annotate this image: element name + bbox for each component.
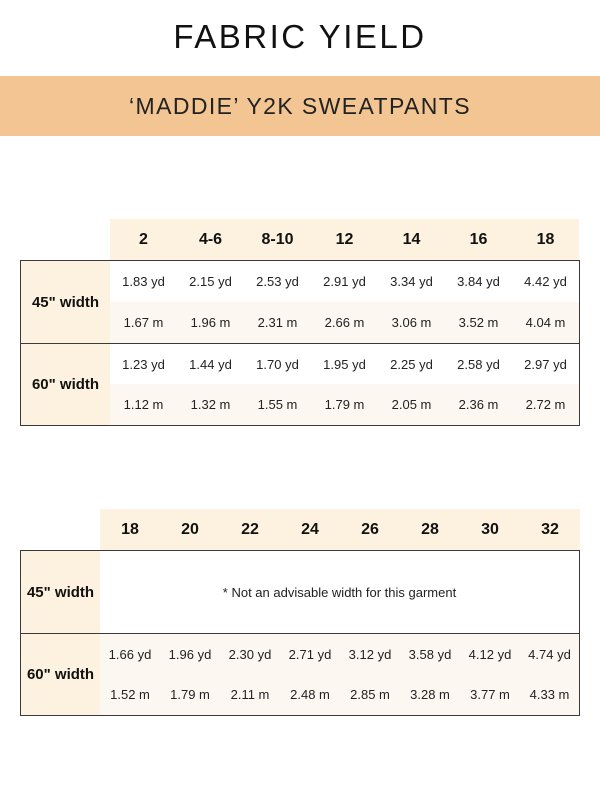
- table-row-m: [100, 674, 579, 715]
- yield-value: 2.72 m: [525, 397, 566, 412]
- yield-value: 2.97 yd: [524, 356, 567, 372]
- width-label-60: 60" width: [21, 344, 110, 425]
- page-title: FABRIC YIELD: [173, 18, 427, 55]
- yield-value: 1.66 yd: [108, 646, 152, 662]
- yield-value: 1.12 m: [123, 397, 164, 412]
- yield-value: 2.05 m: [391, 397, 432, 412]
- yield-value: 1.67 m: [123, 315, 164, 330]
- yield-value: 2.91 yd: [323, 274, 366, 289]
- size-header: 12: [335, 230, 354, 248]
- size-header: 32: [541, 520, 559, 538]
- yield-value: 3.52 m: [458, 315, 499, 330]
- size-header: 16: [469, 230, 488, 248]
- yield-value: 3.28 m: [410, 687, 450, 702]
- pattern-name: ‘MADDIE’ Y2K SWEATPANTS: [129, 92, 471, 119]
- size-header: 22: [241, 520, 259, 538]
- yield-value: 1.70 yd: [256, 356, 299, 372]
- table-row-m: [110, 302, 579, 343]
- yield-value: 2.36 m: [458, 397, 499, 412]
- size-header-row: [100, 509, 580, 550]
- yield-grid: [20, 550, 580, 716]
- yield-value: 3.58 yd: [408, 646, 452, 662]
- yield-value: 2.85 m: [350, 687, 390, 702]
- size-header: 14: [402, 230, 421, 248]
- yield-value: 4.74 yd: [528, 646, 571, 662]
- yield-value: 1.95 yd: [323, 356, 366, 372]
- size-header: 2: [139, 230, 148, 248]
- not-advisable-note: * Not an advisable width for this garment: [222, 584, 457, 600]
- yield-value: 2.30 yd: [228, 646, 272, 662]
- size-header: 4-6: [198, 230, 223, 248]
- yield-value: 4.33 m: [529, 687, 570, 702]
- yield-value: 2.66 m: [324, 315, 365, 330]
- yield-value: 2.58 yd: [457, 356, 500, 372]
- size-header: 18: [121, 520, 139, 538]
- size-header-row: [110, 219, 579, 260]
- width-label-45: 45" width: [21, 261, 110, 343]
- yield-value: 1.44 yd: [189, 356, 232, 372]
- yield-value: 2.48 m: [290, 687, 330, 702]
- size-header: 28: [421, 520, 439, 538]
- yield-value: 1.79 m: [324, 397, 365, 412]
- yield-value: 2.11 m: [230, 687, 270, 702]
- yield-value: 2.31 m: [257, 315, 298, 330]
- yield-value: 1.79 m: [170, 687, 210, 702]
- yield-value: 2.53 yd: [256, 274, 299, 289]
- table-row-m: [110, 384, 579, 425]
- width-label-45: 45" width: [21, 551, 100, 633]
- yield-value: 3.84 yd: [457, 274, 500, 289]
- table-row-yd: [110, 344, 579, 384]
- yield-value: 3.12 yd: [348, 646, 392, 662]
- yield-value: 1.96 m: [190, 315, 231, 330]
- size-header: 18: [536, 230, 555, 248]
- yield-value: 1.52 m: [110, 687, 150, 702]
- width-label-60: 60" width: [21, 634, 100, 715]
- yield-value: 2.15 yd: [189, 274, 232, 289]
- size-header: 8-10: [261, 230, 294, 248]
- yield-value: 4.42 yd: [524, 274, 567, 289]
- yield-value: 2.71 yd: [288, 646, 332, 662]
- yield-value: 3.77 m: [470, 687, 510, 702]
- yield-value: 4.12 yd: [468, 646, 512, 662]
- size-header: 30: [481, 520, 499, 538]
- yield-grid: [20, 260, 580, 426]
- yield-value: 2.25 yd: [390, 356, 433, 372]
- table-row-yd: [110, 261, 579, 302]
- size-header: 26: [361, 520, 379, 538]
- yield-value: 1.23 yd: [122, 356, 165, 372]
- yield-value: 4.04 m: [525, 315, 566, 330]
- pattern-name-banner: [0, 76, 600, 136]
- yield-value: 3.06 m: [391, 315, 432, 330]
- table-row-yd: [100, 634, 579, 674]
- yield-value: 1.83 yd: [122, 274, 165, 289]
- yield-value: 1.55 m: [257, 397, 298, 412]
- size-header: 20: [181, 520, 199, 538]
- size-header: 24: [301, 520, 319, 538]
- yield-value: 1.32 m: [190, 397, 231, 412]
- yield-value: 1.96 yd: [168, 646, 212, 662]
- yield-value: 3.34 yd: [390, 274, 433, 289]
